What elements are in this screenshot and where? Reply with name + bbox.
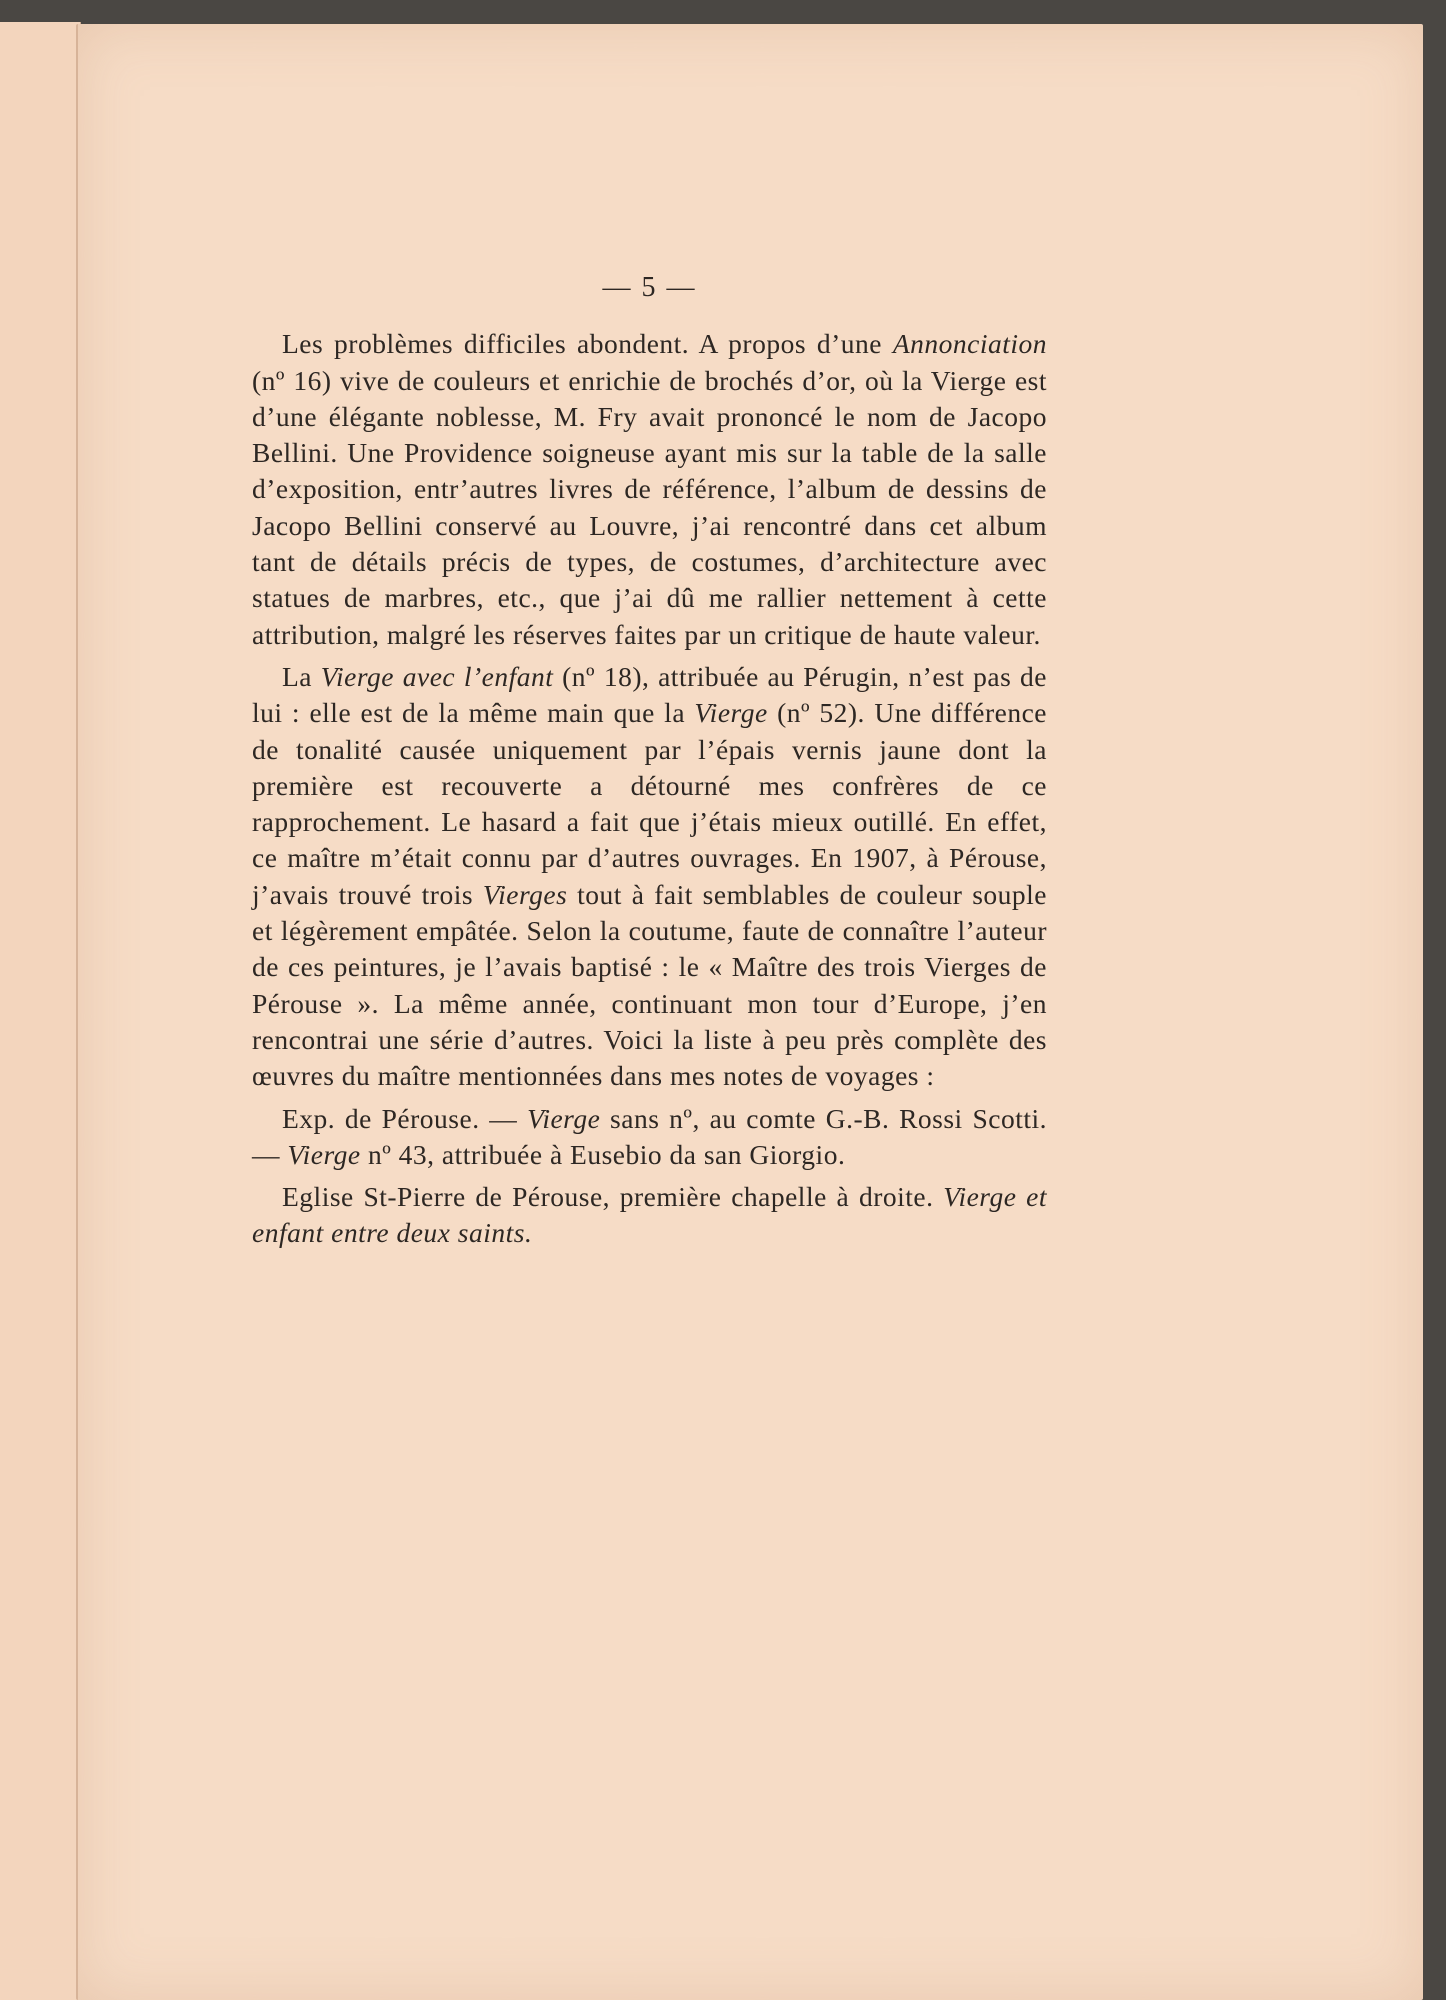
paragraph-1 <box>252 326 1047 653</box>
paragraph-1-segment: (nº 16) vive de couleurs et enrichie de brochés d’or, où la Vierge est d’une élégante noblesse, M. Fry avait prononcé le nom de Jacopo Bellini. Une Providence soigneuse ayant mis sur la table de la salle d’exposition, entr’autres livres de référence, l’album de dessins de Jacopo Bellini conservé au Louvre, j’ai rencontré dans cet album tant de détails précis de types, de costumes, d’architecture avec statues de marbres, etc., que j’ai dû me rallier nettement à cette attribution, malgré les réserves faites par un critique de haute valeur. <box>252 364 1047 650</box>
paragraph-2 <box>252 659 1047 1095</box>
paragraph-2-segment: (nº 18), attribuée au Pérugin, n’est pas de lui : elle est de la même main que la <box>252 660 1047 729</box>
page-number: — 5 — <box>602 272 697 303</box>
paragraph-3-segment: Exp. de Pérouse. — <box>282 1102 528 1134</box>
paragraph-1-segment: Les problèmes difficiles abondent. A propos d’une <box>282 328 893 360</box>
paragraph-3-segment: nº 43, attribuée à Eusebio da san Giorgio. <box>360 1138 846 1170</box>
paragraph-3-italic-title: Vierge <box>287 1138 361 1170</box>
paragraph-2-italic-title: Vierge avec l’enfant <box>320 660 554 692</box>
paragraph-4-segment: Eglise St-Pierre de Pérouse, première chapelle à droite. <box>282 1181 944 1213</box>
page-text <box>252 270 1047 1258</box>
paragraph-2-italic-title: Vierges <box>482 878 568 910</box>
previous-page-edge <box>0 22 81 2000</box>
paragraph-3-segment: sans nº, au comte G.-B. Rossi Scotti. — <box>252 1102 1047 1170</box>
paragraph-2-segment: tout à fait semblables de couleur souple et légèrement empâtée. Selon la coutume, faute de connaître l’auteur de ces peintures, je l’avais baptisé : le « Maître des trois Vierges de Pérouse ». La même année, continuant mon tour d’Europe, j’en rencontrai une série d’autres. Voici la liste à peu près complète des œuvres du maître mentionnées dans mes notes de voyages : <box>252 878 1047 1092</box>
paragraph-4 <box>252 1179 1047 1252</box>
paragraph-2-segment: La <box>282 660 321 692</box>
paragraph-2-segment: (nº 52). Une différence de tonalité causée uniquement par l’épais vernis jaune dont la première est recouverte a détourné mes confrères de ce rapprochement. Le hasard a fait que j’étais mieux outillé. En effet, ce maître m’était connu par d’autres ouvrages. En 1907, à Pérouse, j’avais trouvé trois <box>252 697 1047 910</box>
paragraph-3-italic-title: Vierge <box>527 1102 601 1134</box>
paragraph-3 <box>252 1101 1047 1174</box>
paragraph-1-italic-title: Annonciation <box>892 328 1047 360</box>
paragraph-4-italic-title: Vierge et enfant entre deux saints. <box>252 1181 1047 1249</box>
paragraph-2-italic-title: Vierge <box>694 697 768 729</box>
